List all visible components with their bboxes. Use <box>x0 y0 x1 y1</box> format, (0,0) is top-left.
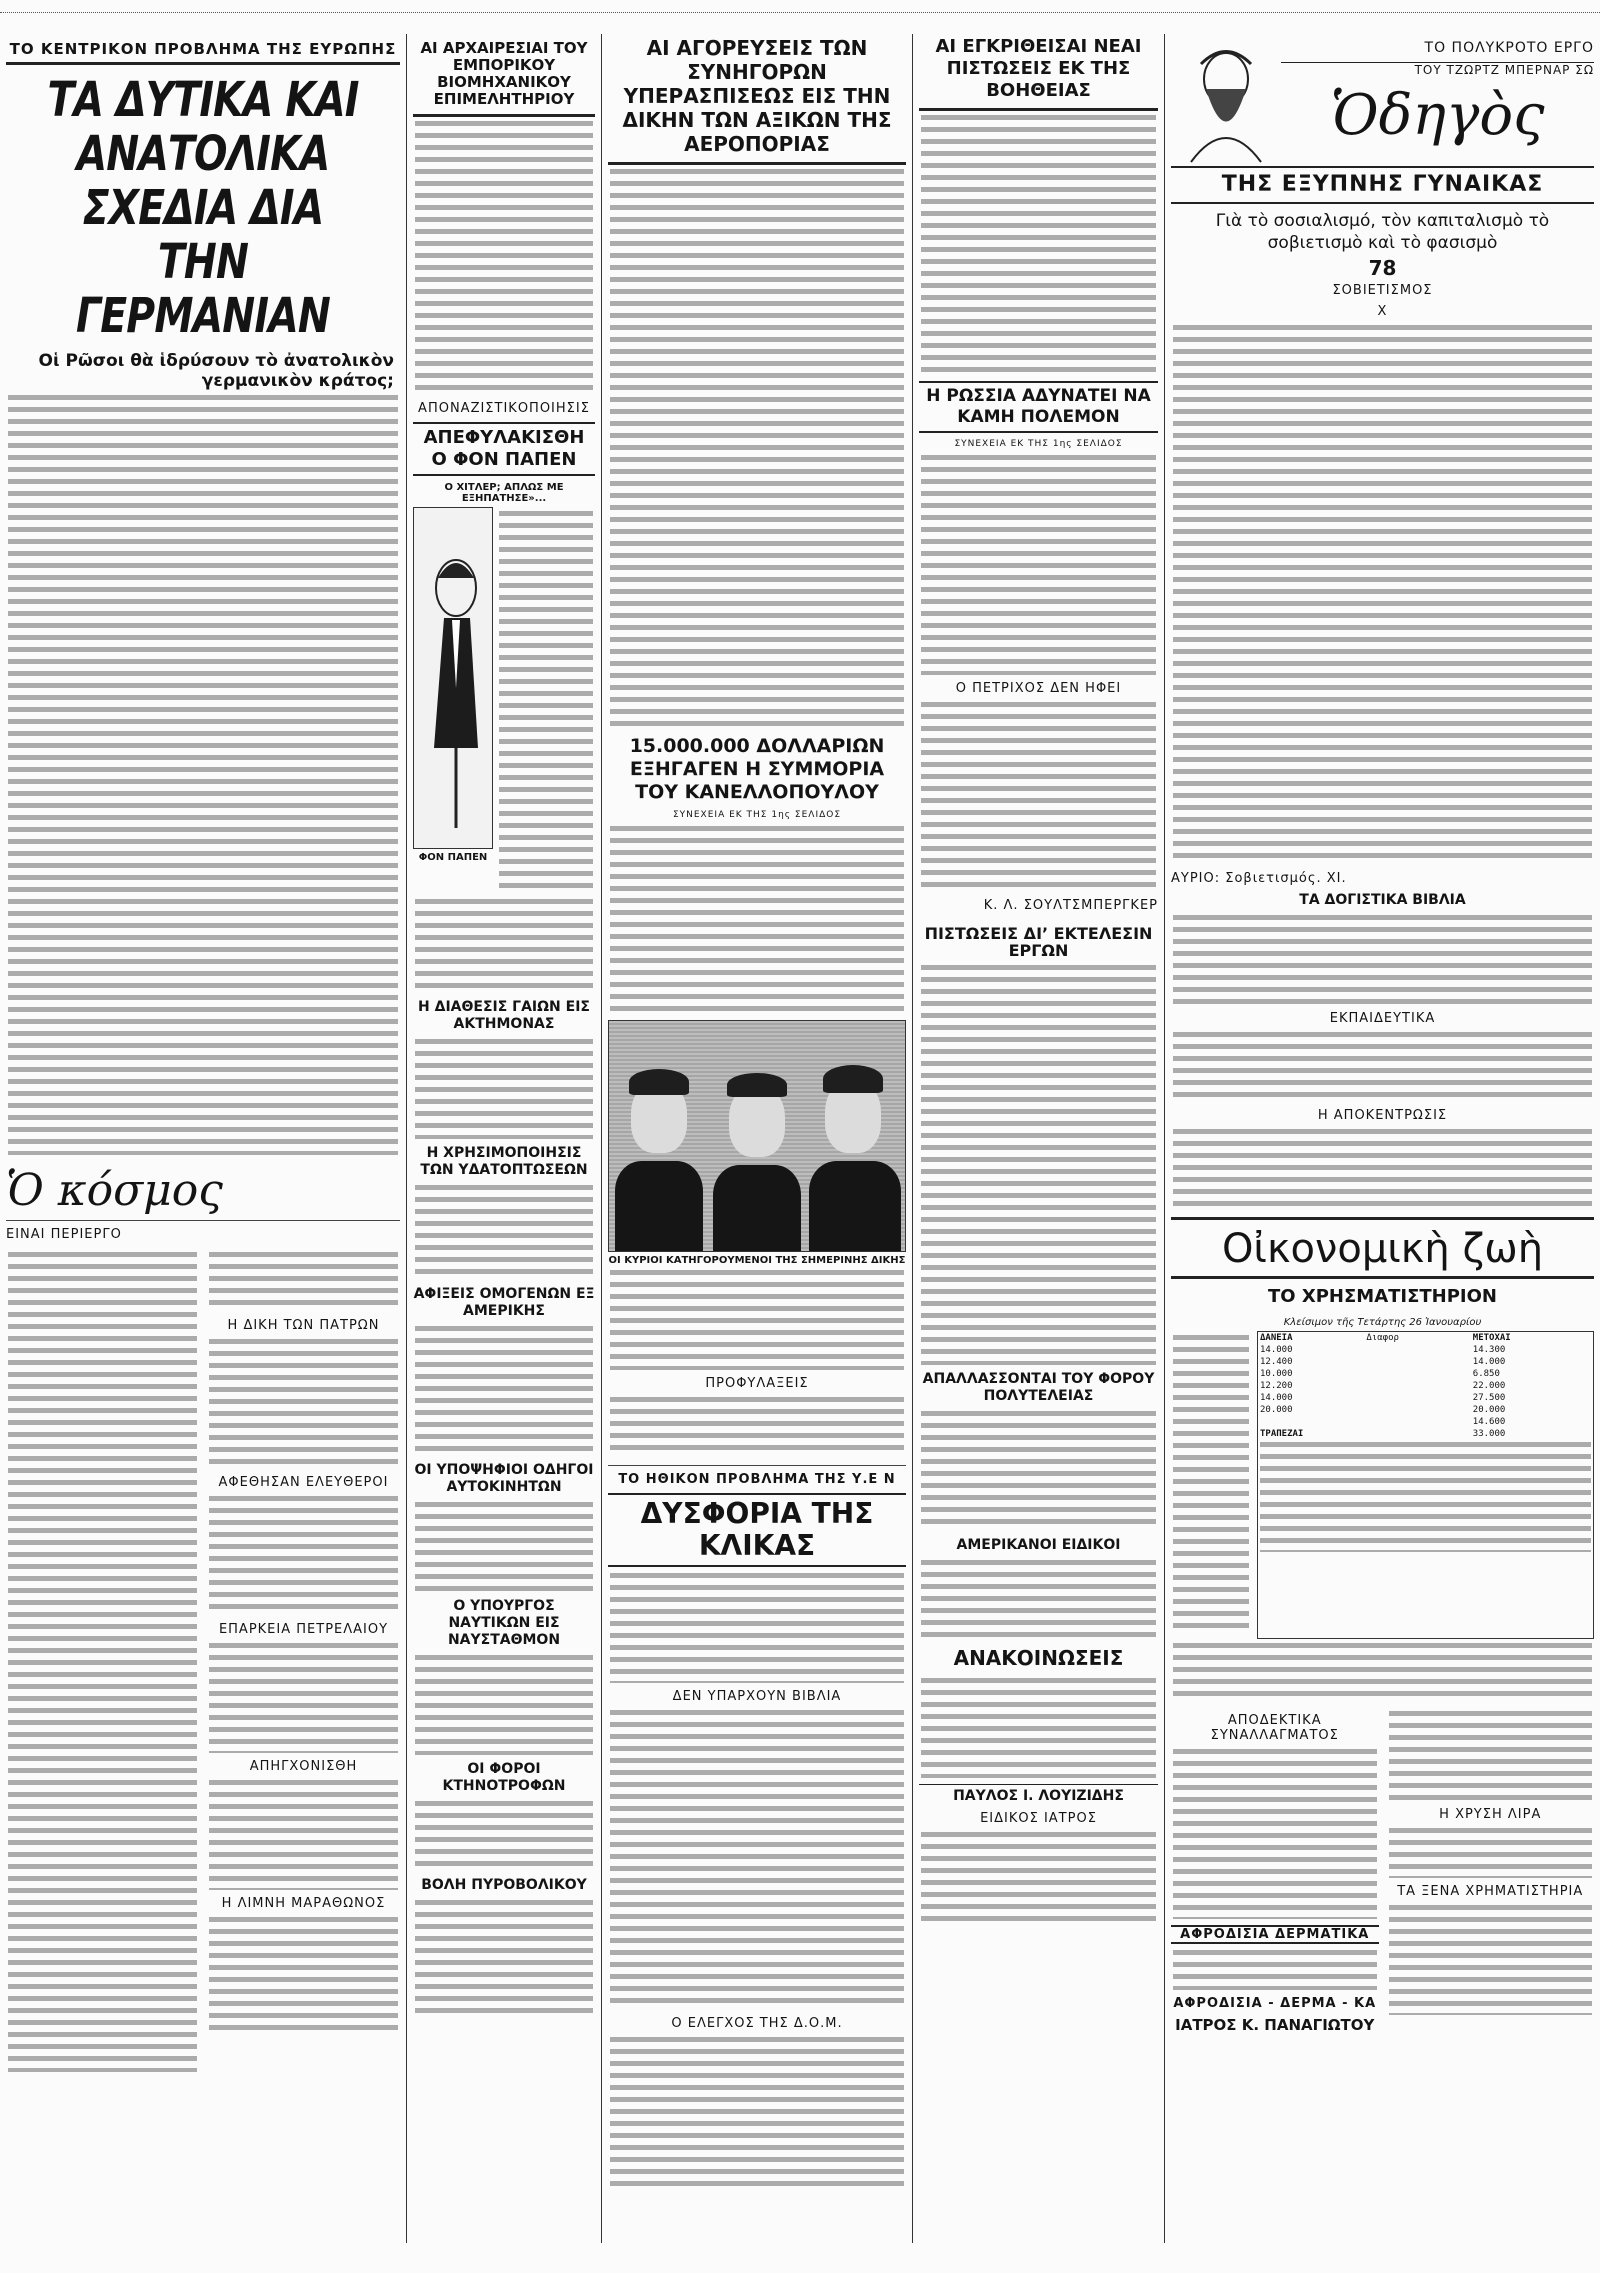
hanging-head: ΑΠΗΓΧΟΝΙΣΘΗ <box>249 1759 358 1774</box>
table-cell: 22.000 <box>1472 1381 1506 1391</box>
arrivals-head: ΑΦΙΞΕΙΣ ΟΜΟΓΕΝΩΝ ΕΞ ΑΜΕΡΙΚΗΣ <box>413 1286 595 1319</box>
europe-article <box>6 34 400 1159</box>
table-cell: 6.850 <box>1472 1369 1500 1379</box>
table-cell: 14.000 <box>1472 1357 1506 1367</box>
table-cell: 12.400 <box>1260 1357 1293 1367</box>
kosmos-body <box>8 1252 197 2072</box>
ad2-head: ΑΦΡΟΔΙΣΙΑ - ΔΕΡΜΑ - ΚΑ <box>1173 1996 1377 2011</box>
diff-header: Διαφορ <box>1366 1333 1399 1343</box>
credits-article <box>919 34 1158 379</box>
prophylaxis-head: ΠΡΟΦΥΛΑΞΕΙΣ <box>705 1376 809 1391</box>
tomorrow-note: ΑΥΡΙΟ: Σοβιετισμός. XI. <box>1171 871 1347 886</box>
article-headline: ΑΠΕΦΥΛΑΚΙΣΘΗ Ο ΦΟΝ ΠΑΠΕΝ <box>413 422 595 476</box>
diathesis-head: Η ΔΙΑΘΕΣΙΣ ΓΑΙΩΝ ΕΙΣ ΑΚΤΗΜΟΝΑΣ <box>418 999 590 1032</box>
article-body <box>8 395 398 1155</box>
marathon-head: Η ΛΙΜΝΗ ΜΑΡΑΘΩΝΟΣ <box>221 1896 386 1911</box>
feature-title-bold: ΤΗΣ ΕΞΥΠΝΗΣ ΓΥΝΑΙΚΑΣ <box>1171 166 1594 204</box>
table-cell: 14.300 <box>1472 1345 1506 1355</box>
books-head: ΤΑ ΔΟΓΙΣΤΙΚΑ ΒΙΒΛΙΑ <box>1299 892 1466 908</box>
column-4 <box>913 34 1164 2243</box>
article-subheadline: Οἱ Ρῶσοι θὰ ἱδρύσουν τὸ ἀνατολικὸν γερμανικὸν κράτος; <box>38 351 394 391</box>
table-cell: 27.500 <box>1472 1393 1506 1403</box>
column-3 <box>602 34 912 2243</box>
section-title: Ὁ κόσμος <box>6 1165 223 1216</box>
article-kicker: ΤΟ ΚΕΝΤΡΙΚΟΝ ΠΡΟΒΛΗΜΑ ΤΗΣ ΕΥΡΩΠΗΣ <box>9 40 397 58</box>
defendants-photo <box>608 1020 906 1252</box>
market-table <box>1257 1331 1594 1639</box>
economy-section <box>1171 1213 1594 2040</box>
bearded-man-icon <box>1171 34 1281 164</box>
released-head: ΑΦΕΘΗΣΑΝ ΕΛΕΥΘΕΡΟΙ <box>218 1475 389 1490</box>
minister-head: Ο ΥΠΟΥΡΓΟΣ ΝΑΥΤΙΚΩΝ ΕΙΣ ΝΑΥΣΤΑΘΜΟΝ <box>447 1598 561 1648</box>
foreign-head: ΤΑ ΞΕΝΑ ΧΡΗΜΑΤΙΣΤΗΡΙΑ <box>1397 1884 1584 1899</box>
episode-number: 78 <box>1368 256 1397 280</box>
hydro-head: Η ΧΡΗΣΙΜΟΠΟΙΗΣΙΣ ΤΩΝ ΥΔΑΤΟΠΤΩΣΕΩΝ <box>420 1145 588 1178</box>
papen-caricature <box>413 507 493 849</box>
trial-article <box>608 34 906 733</box>
feature-kicker: ΤΟ ΠΟΛΥΚΡΟΤΟ ΕΡΓΟ <box>1424 40 1594 56</box>
banks-header: ΤΡΑΠΕΖΑΙ <box>1260 1429 1304 1439</box>
chamber-article <box>413 34 595 395</box>
article-headline: 15.000.000 ΔΟΛΛΑΡΙΩΝ ΕΞΗΓΑΓΕΝ Η ΣΥΜΜΟΡΙΑ ΤΟΥ ΚΑΝΕΛΛΟΠΟΥΛΟΥ <box>629 735 885 803</box>
table-cell: 20.000 <box>1472 1405 1506 1415</box>
american-head: ΑΜΕΡΙΚΑΝΟΙ ΕΙΔΙΚΟΙ <box>956 1537 1121 1553</box>
photo-caption: ΦΟΝ ΠΑΠΕΝ <box>418 852 488 863</box>
credits-head: ΠΙΣΤΩΣΕΙΣ ΔΙ’ ΕΚΤΕΛΕΣΙΝ ΕΡΓΩΝ <box>924 924 1153 960</box>
article-quote: Ο ΧΙΤΛΕΡ; ΑΠΛΩΣ ΜΕ ΕΞΗΠΑΤΗΣΕ»... <box>444 482 564 504</box>
petrich-head: Ο ΠΕΤΡΙΧΟΣ ΔΕΝ ΗΦΕΙ <box>955 681 1122 696</box>
shaw-caricature <box>1171 34 1281 164</box>
article-headline: ΑΙ ΑΡΧΑΙΡΕΣΙΑΙ ΤΟΥ ΕΜΠΟΡΙΚΟΥ ΒΙΟΜΗΧΑΝΙΚΟΥ ΕΠΙΜΕΛΗΤΗΡΙΟΥ <box>420 39 588 108</box>
column-2 <box>407 34 601 2243</box>
table-cell: 14.600 <box>1472 1417 1506 1427</box>
table-cell: 20.000 <box>1260 1405 1293 1415</box>
feature-subtitle: Γιὰ τὸ σοσιαλισμό, τὸν καπιταλισμὸ τὸ σοβιετισμὸ καὶ τὸ φασισμὸ <box>1215 211 1550 253</box>
shooting-head: ΒΟΛΗ ΠΥΡΟΒΟΛΙΚΟΥ <box>421 1877 587 1893</box>
table-cell: 14.000 <box>1260 1393 1293 1403</box>
article-kicker: ΤΟ ΗΘΙΚΟΝ ΠΡΟΒΛΗΜΑ ΤΗΣ Υ.Ε Ν <box>618 1472 896 1487</box>
imports-head: Η ΑΠΟΚΕΝΤΡΩΣΙΣ <box>1317 1108 1448 1123</box>
russia-article <box>919 379 1158 919</box>
column-5 <box>1165 34 1600 2243</box>
announce-head: ΑΝΑΚΟΙΝΩΣΕΙΣ <box>953 1646 1124 1670</box>
table-cell: 12.200 <box>1260 1381 1293 1391</box>
ad-role: ΕΙΔΙΚΟΣ ΙΑΤΡΟΣ <box>980 1811 1097 1826</box>
section-kicker: ΕΙΝΑΙ ΠΕΡΙΕΡΓΟ <box>6 1227 122 1242</box>
dollars-article <box>608 733 906 1461</box>
article-headline: ΑΙ ΕΓΚΡΙΘΕΙΣΑΙ ΝΕΑΙ ΠΙΣΤΩΣΕΙΣ ΕΚ ΤΗΣ ΒΟΗΘΕΙΑΣ <box>935 36 1142 101</box>
papen-article <box>413 395 595 993</box>
column-1 <box>0 34 406 2243</box>
oil-head: ΕΠΑΡΚΕΙΑ ΠΕΤΡΕΛΑΙΟΥ <box>218 1622 389 1637</box>
church-head: ΕΚΠΑΙΔΕΥΤΙΚΑ <box>1329 1011 1436 1026</box>
continuation-note: ΣΥΝΕΧΕΙΑ ΕΚ ΤΗΣ 1ης ΣΕΛΙΔΟΣ <box>954 439 1123 449</box>
article-kicker: ΑΠΟΝΑΖΙΣΤΙΚΟΠΟΙΗΣΙΣ <box>418 401 590 416</box>
article-headline: ΑΙ ΑΓΟΡΕΥΣΕΙΣ ΤΩΝ ΣΥΝΗΓΟΡΩΝ ΥΠΕΡΑΣΠΙΣΕΩΣ ΕΙΣ ΤΗΝ ΔΙΚΗΝ ΤΩΝ ΑΞΙΚΩΝ ΤΗΣ ΑΕΡΟΠΟΡΙΑΣ <box>622 36 892 156</box>
control-head: Ο ΕΛΕΓΧΟΣ ΤΗΣ Δ.Ο.Μ. <box>671 2016 843 2031</box>
table-cell: 33.000 <box>1472 1429 1506 1439</box>
table-cell: 10.000 <box>1260 1369 1293 1379</box>
trial-head: Η ΔΙΚΗ ΤΩΝ ΠΑΤΡΩΝ <box>227 1318 380 1333</box>
shares-header: ΜΕΤΟΧΑΙ <box>1472 1333 1511 1343</box>
feature-title: Ὁδηγὸς <box>1330 83 1545 148</box>
article-headline: Η ΡΩΣΣΙΑ ΑΔΥΝΑΤΕΙ ΝΑ ΚΑΜΗ ΠΟΛΕΜΟΝ <box>919 381 1158 433</box>
gold-head: Η ΧΡΥΣΗ ΛΙΡΑ <box>1439 1807 1542 1822</box>
article-headline: ΤΑ ΔΥΤΙΚΑ ΚΑΙ ΑΝΑΤΟΛΙΚΑ ΣΧΕΔΙΑ ΔΙΑ ΤΗΝ ΓΕΡΜΑΝΙΑΝ <box>47 72 359 344</box>
bourse-sub: Κλείσιμον τῆς Τετάρτης 26 Ἰανουαρίου <box>1283 1317 1482 1328</box>
byline: Κ. Λ. ΣΟΥΛΤΣΜΠΕΡΓΚΕΡ <box>983 898 1158 913</box>
feature-author: ΤΟΥ ΤΖΩΡΤΖ ΜΠΕΡΝΑΡ ΣΩ <box>1281 62 1594 77</box>
ad2-name: ΙΑΤΡΟΣ Κ. ΠΑΝΑΓΙΩΤΟΥ <box>1175 2016 1375 2034</box>
table-cell: 14.000 <box>1260 1345 1293 1355</box>
ad1-head: ΑΦΡΟΔΙΣΙΑ ΔΕΡΜΑΤΙΚΑ <box>1171 1925 1379 1944</box>
photo-caption: ΟΙ ΚΥΡΙΟΙ ΚΑΤΗΓΟΡΟΥΜΕΝΟΙ ΤΗΣ ΣΗΜΕΡΙΝΗΣ ΔΙΚΗΣ <box>608 1255 906 1266</box>
chapter-title: ΣΟΒΙΕΤΙΣΜΟΣ <box>1332 283 1433 298</box>
article-headline: ΔΥΣΦΟΡΙΑ ΤΗΣ ΚΛΙΚΑΣ <box>608 1493 906 1567</box>
bourse-head: ΤΟ ΧΡΗΣΜΑΤΙΣΤΗΡΙΟΝ <box>1268 1286 1497 1307</box>
no-books-head: ΔΕΝ ΥΠΑΡΧΟΥΝ ΒΙΒΛΙΑ <box>672 1689 842 1704</box>
chapter-mark: Χ <box>1377 304 1388 319</box>
taxes-head: ΟΙ ΦΟΡΟΙ ΚΤΗΝΟΤΡΟΦΩΝ <box>442 1761 566 1794</box>
tax-head: ΑΠΑΛΛΑΣΣΟΝΤΑΙ ΤΟΥ ΦΟΡΟΥ ΠΟΛΥΤΕΛΕΙΑΣ <box>922 1371 1155 1404</box>
papen-drawing-icon <box>414 508 493 848</box>
kosmos-section <box>6 1159 400 2076</box>
ethical-article <box>608 1461 906 2191</box>
serial-feature <box>1171 34 1594 1213</box>
drivers-head: ΟΙ ΥΠΟΨΗΦΙΟΙ ΟΔΗΓΟΙ ΑΥΤΟΚΙΝΗΤΩΝ <box>414 1462 594 1495</box>
ad-name: ΠΑΥΛΟΣ Ι. ΛΟΥΙΖΙΔΗΣ <box>919 1784 1158 1805</box>
transactions-head: ΑΠΟΔΕΚΤΙΚΑ ΣΥΝΑΛΛΑΓΜΑΤΟΣ <box>1210 1713 1339 1743</box>
economy-title: Οἰκονομικὴ ζωὴ <box>1221 1226 1544 1272</box>
top-border <box>0 4 1600 13</box>
continuation-note: ΣΥΝΕΧΕΙΑ ΕΚ ΤΗΣ 1ης ΣΕΛΙΔΟΣ <box>672 810 842 820</box>
loans-header: ΔΑΝΕΙΑ <box>1260 1333 1293 1343</box>
